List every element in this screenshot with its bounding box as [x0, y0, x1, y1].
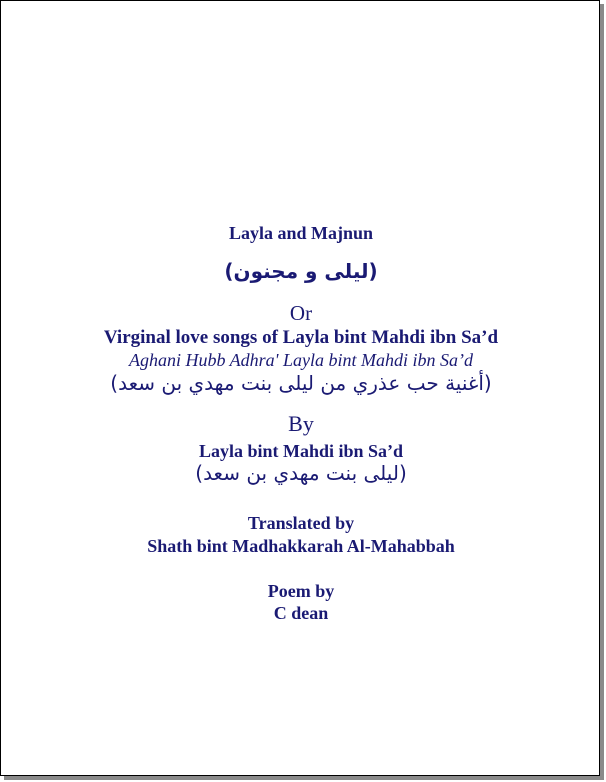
translated-by-label: Translated by [247, 513, 355, 533]
author-arabic: (ليلى بنت مهدي بن سعد) [195, 461, 407, 485]
subtitle-arabic: (أغنية حب عذري من ليلى بنت مهدي بن سعد) [110, 371, 492, 395]
poem-by-label: Poem by [267, 581, 335, 601]
poet: C dean [273, 603, 329, 623]
subtitle-transliteration: Aghani Hubb Adhra' Layla bint Mahdi ibn Sa’d [128, 350, 473, 370]
title: Layla and Majnun [228, 223, 374, 243]
by-word: By [288, 411, 314, 436]
title-arabic: (ليلى و مجنون) [224, 259, 378, 283]
translator: Shath bint Madhakkarah Al-Mahabbah [147, 536, 455, 556]
subtitle: Virginal love songs of Layla bint Mahdi ibn Sa’d [103, 327, 499, 348]
author: Layla bint Mahdi ibn Sa’d [198, 441, 404, 461]
or-word: Or [289, 301, 313, 325]
